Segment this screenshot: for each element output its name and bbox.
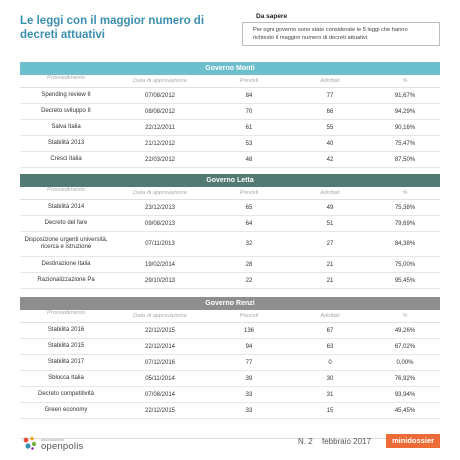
cell-provvedimento: Decreto sviluppo II [41,108,91,114]
col-percentuale-header: % [402,190,408,196]
table-row [20,200,440,216]
cell-data-approvazione: 07/12/2016 [144,359,176,366]
cell-data-approvazione: 07/11/2013 [145,241,175,247]
cell-percentuale: 79,69% [394,220,416,227]
openpolis-logo [22,436,83,452]
cell-provvedimento: Disposizione urgenti università, ricerca e istruzione [24,237,108,250]
col-provvedimento-header: Provvedimento [47,310,85,316]
column-header-row [20,310,440,323]
cell-data-approvazione: 21/12/2012 [144,140,176,147]
col-data-approvazione-header: Data di approvazione [133,313,187,319]
table-row [20,104,440,120]
cell-adottati: 31 [326,391,334,398]
cell-data-approvazione: 19/02/2014 [144,261,176,268]
table-row [20,136,440,152]
cell-provvedimento: Cresci Italia [50,156,82,162]
col-previsti-header: Previsti [239,313,259,319]
logo-dots-icon [22,435,38,451]
cell-adottati: 21 [326,277,334,284]
section-header: Governo Letta [20,174,440,187]
cell-previsti: 33 [245,391,253,398]
table-row [20,339,440,355]
col-provvedimento-header: Provvedimento [47,75,85,81]
col-adottati-header: Adottati [320,313,340,319]
cell-provvedimento: Spending review II [41,92,91,98]
cell-adottati: 51 [326,220,334,227]
cell-previsti: 94 [245,343,253,350]
cell-adottati: 49 [326,204,334,211]
cell-adottati: 21 [326,261,334,268]
cell-percentuale: 67,02% [394,343,416,350]
cell-previsti: 22 [245,277,253,284]
cell-data-approvazione: 22/03/2012 [144,156,176,163]
info-box-heading: Da sapere [256,13,288,20]
info-box [242,13,440,46]
col-adottati-header: Adottati [320,190,340,196]
cell-provvedimento: Decreto competitività [37,391,95,397]
cell-percentuale: 91,67% [394,92,416,99]
minidossier-badge: minidossier [386,434,440,448]
cell-previsti: 48 [245,156,253,163]
cell-adottati: 40 [326,140,334,147]
cell-adottati: 0 [328,359,332,366]
cell-percentuale: 49,26% [394,327,416,334]
cell-adottati: 55 [326,124,334,131]
cell-previsti: 39 [245,375,253,382]
cell-previsti: 64 [245,220,253,227]
cell-data-approvazione: 22/12/2015 [144,327,176,334]
cell-percentuale: 75,47% [394,140,416,147]
cell-previsti: 70 [245,108,253,115]
table-row [20,323,440,339]
table-row [20,371,440,387]
column-header-row [20,75,440,88]
cell-data-approvazione: 08/08/2012 [144,108,176,115]
table-row [20,403,440,419]
government-section [20,174,440,289]
page-title: Le leggi con il maggior numero di decreti attuativi [20,15,205,41]
info-box-text: Per ogni governo sono state considerate le 5 leggi che hanno richiesto il maggior numero di decreti attuativi. [242,22,440,46]
cell-previsti: 136 [243,327,254,334]
cell-adottati: 63 [326,343,334,350]
cell-provvedimento: Stabilità 2014 [47,204,85,210]
cell-provvedimento: Sblocca Italia [48,375,84,381]
col-previsti-header: Previsti [239,78,259,84]
cell-percentuale: 75,38% [394,204,416,211]
cell-provvedimento: Razionalizzazione Pa [37,277,95,283]
cell-data-approvazione: 05/11/2014 [145,375,175,382]
government-section [20,297,440,419]
cell-previsti: 84 [245,92,253,99]
cell-previsti: 65 [245,204,253,211]
cell-percentuale: 76,92% [394,375,416,382]
cell-previsti: 77 [245,359,253,366]
cell-provvedimento: Stabilità 2016 [47,327,85,333]
cell-data-approvazione: 29/10/2013 [144,277,176,284]
cell-previsti: 61 [245,124,253,131]
cell-provvedimento: Stabilità 2013 [47,140,85,146]
cell-adottati: 30 [326,375,334,382]
cell-data-approvazione: 07/08/2012 [144,92,176,99]
cell-previsti: 33 [245,407,253,414]
table-row [20,88,440,104]
col-provvedimento-header: Provvedimento [47,187,85,193]
cell-adottati: 15 [326,407,334,414]
cell-percentuale: 94,29% [394,108,416,115]
table-row [20,387,440,403]
col-adottati-header: Adottati [320,78,340,84]
section-header: Governo Monti [20,62,440,75]
cell-percentuale: 90,16% [394,124,416,131]
cell-previsti: 32 [245,241,253,247]
government-section [20,62,440,168]
col-data-approvazione-header: Data di approvazione [133,78,187,84]
logo-small-text: associazione [41,437,65,442]
cell-adottati: 67 [326,327,334,334]
cell-provvedimento: Salva Italia [51,124,81,130]
table-row [20,257,440,273]
section-header: Governo Renzi [20,297,440,310]
cell-data-approvazione: 07/08/2014 [144,391,176,398]
table-row [20,232,440,257]
cell-percentuale: 45,45% [394,407,416,414]
table-row [20,120,440,136]
cell-adottati: 77 [326,92,334,99]
cell-provvedimento: Green economy [44,407,88,413]
cell-data-approvazione: 22/12/2014 [144,343,176,350]
table-row [20,216,440,232]
table-row [20,355,440,371]
col-percentuale-header: % [402,78,408,84]
issue-date: febbraio 2017 [322,437,371,446]
logo-wordmark: openpolis [41,441,84,452]
issue-number: N. 2 [298,437,313,446]
cell-provvedimento: Stabilità 2017 [47,359,85,365]
cell-data-approvazione: 23/12/2013 [144,204,176,211]
column-header-row [20,187,440,200]
cell-data-approvazione: 22/12/2011 [145,124,175,131]
cell-percentuale: 0,00% [396,359,414,366]
cell-provvedimento: Stabilità 2015 [47,343,85,349]
cell-percentuale: 93,94% [394,391,416,398]
cell-provvedimento: Destinazione Italia [41,261,91,267]
cell-percentuale: 84,38% [394,241,416,247]
table-row [20,273,440,289]
cell-previsti: 28 [245,261,253,268]
cell-provvedimento: Decreto del fare [44,220,88,226]
cell-percentuale: 75,00% [394,261,416,268]
cell-percentuale: 95,45% [394,277,416,284]
col-previsti-header: Previsti [239,190,259,196]
table-row [20,152,440,168]
cell-adottati: 27 [326,241,334,247]
col-data-approvazione-header: Data di approvazione [133,190,187,196]
cell-adottati: 42 [326,156,334,163]
cell-data-approvazione: 22/12/2015 [144,407,176,414]
cell-data-approvazione: 09/08/2013 [144,220,176,227]
col-percentuale-header: % [402,313,408,319]
cell-adottati: 66 [326,108,334,115]
cell-percentuale: 87,50% [394,156,416,163]
cell-previsti: 53 [245,140,253,147]
